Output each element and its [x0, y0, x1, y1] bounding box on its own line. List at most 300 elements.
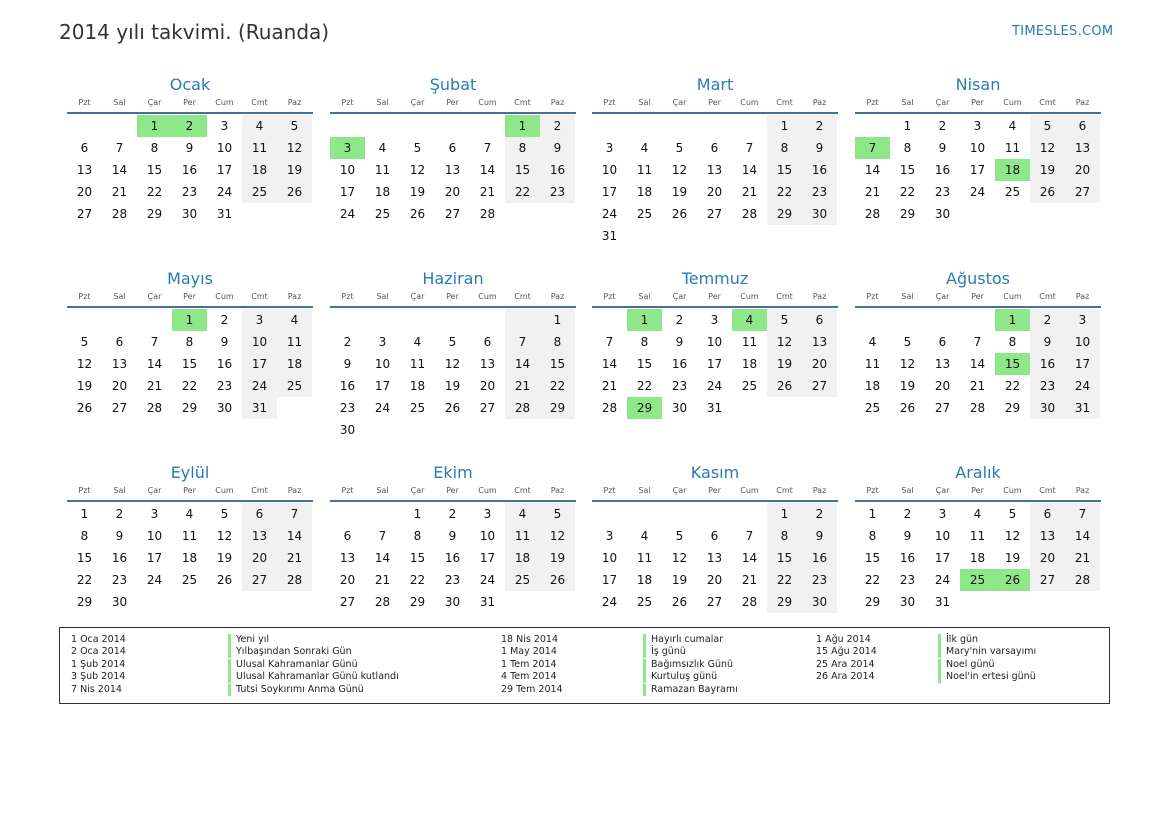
- day-cell[interactable]: 17: [146, 551, 163, 565]
- holiday-day-cell[interactable]: 3: [330, 137, 365, 159]
- day-cell[interactable]: 30: [216, 401, 233, 415]
- day-cell[interactable]: 24: [251, 379, 268, 393]
- day-cell[interactable]: 3: [710, 313, 719, 327]
- day-cell[interactable]: 14: [741, 163, 758, 177]
- day-cell[interactable]: 5: [903, 335, 912, 349]
- day-cell[interactable]: 16: [899, 551, 916, 565]
- day-cell[interactable]: 12: [286, 141, 303, 155]
- day-cell[interactable]: 15: [636, 357, 653, 371]
- day-cell[interactable]: 16: [811, 551, 828, 565]
- day-cell[interactable]: 15: [549, 357, 566, 371]
- day-cell[interactable]: 19: [216, 551, 233, 565]
- day-cell[interactable]: 19: [76, 379, 93, 393]
- day-cell[interactable]: 16: [934, 163, 951, 177]
- day-cell[interactable]: 18: [636, 185, 653, 199]
- day-cell[interactable]: 14: [286, 529, 303, 543]
- day-cell[interactable]: 24: [969, 185, 986, 199]
- day-cell[interactable]: 4: [973, 507, 982, 521]
- day-cell[interactable]: 12: [776, 335, 793, 349]
- day-cell[interactable]: 11: [251, 141, 268, 155]
- day-cell[interactable]: 10: [339, 163, 356, 177]
- holiday-day-cell[interactable]: 15: [995, 353, 1030, 375]
- day-cell[interactable]: 31: [601, 229, 618, 243]
- day-cell[interactable]: 9: [903, 529, 912, 543]
- day-cell[interactable]: 17: [251, 357, 268, 371]
- day-cell[interactable]: 11: [636, 551, 653, 565]
- day-cell[interactable]: 30: [899, 595, 916, 609]
- day-cell[interactable]: 11: [286, 335, 303, 349]
- day-cell[interactable]: 1: [780, 507, 789, 521]
- day-cell[interactable]: 9: [343, 357, 352, 371]
- day-cell[interactable]: 17: [339, 185, 356, 199]
- day-cell[interactable]: 9: [553, 141, 562, 155]
- day-cell[interactable]: 7: [1078, 507, 1087, 521]
- day-cell[interactable]: 22: [1004, 379, 1021, 393]
- day-cell[interactable]: 25: [1004, 185, 1021, 199]
- day-cell[interactable]: 10: [601, 551, 618, 565]
- day-cell[interactable]: 15: [899, 163, 916, 177]
- day-cell[interactable]: 4: [255, 119, 264, 133]
- day-cell[interactable]: 27: [706, 207, 723, 221]
- day-cell[interactable]: 8: [150, 141, 159, 155]
- day-cell[interactable]: 18: [741, 357, 758, 371]
- day-cell[interactable]: 20: [111, 379, 128, 393]
- day-cell[interactable]: 27: [934, 401, 951, 415]
- day-cell[interactable]: 4: [1008, 119, 1017, 133]
- day-cell[interactable]: 30: [1039, 401, 1056, 415]
- day-cell[interactable]: 11: [374, 163, 391, 177]
- day-cell[interactable]: 12: [409, 163, 426, 177]
- day-cell[interactable]: 6: [343, 529, 352, 543]
- day-cell[interactable]: 19: [899, 379, 916, 393]
- day-cell[interactable]: 10: [934, 529, 951, 543]
- day-cell[interactable]: 25: [409, 401, 426, 415]
- day-cell[interactable]: 3: [938, 507, 947, 521]
- day-cell[interactable]: 20: [76, 185, 93, 199]
- day-cell[interactable]: 16: [671, 357, 688, 371]
- holiday-day-cell[interactable]: 18: [995, 159, 1030, 181]
- day-cell[interactable]: 17: [479, 551, 496, 565]
- day-cell[interactable]: 27: [706, 595, 723, 609]
- day-cell[interactable]: 27: [479, 401, 496, 415]
- day-cell[interactable]: 6: [80, 141, 89, 155]
- holiday-day-cell[interactable]: 1: [627, 309, 662, 331]
- day-cell[interactable]: 27: [76, 207, 93, 221]
- day-cell[interactable]: 20: [444, 185, 461, 199]
- day-cell[interactable]: 10: [706, 335, 723, 349]
- day-cell[interactable]: 21: [741, 185, 758, 199]
- day-cell[interactable]: 12: [899, 357, 916, 371]
- day-cell[interactable]: 24: [706, 379, 723, 393]
- day-cell[interactable]: 1: [903, 119, 912, 133]
- day-cell[interactable]: 26: [1039, 185, 1056, 199]
- day-cell[interactable]: 26: [671, 207, 688, 221]
- day-cell[interactable]: 13: [339, 551, 356, 565]
- day-cell[interactable]: 18: [636, 573, 653, 587]
- day-cell[interactable]: 27: [339, 595, 356, 609]
- day-cell[interactable]: 8: [413, 529, 422, 543]
- day-cell[interactable]: 4: [518, 507, 527, 521]
- day-cell[interactable]: 13: [1074, 141, 1091, 155]
- day-cell[interactable]: 28: [374, 595, 391, 609]
- day-cell[interactable]: 10: [251, 335, 268, 349]
- day-cell[interactable]: 26: [409, 207, 426, 221]
- day-cell[interactable]: 3: [255, 313, 264, 327]
- day-cell[interactable]: 20: [251, 551, 268, 565]
- day-cell[interactable]: 2: [448, 507, 457, 521]
- day-cell[interactable]: 4: [185, 507, 194, 521]
- day-cell[interactable]: 18: [251, 163, 268, 177]
- day-cell[interactable]: 18: [374, 185, 391, 199]
- day-cell[interactable]: 24: [1074, 379, 1091, 393]
- day-cell[interactable]: 27: [811, 379, 828, 393]
- day-cell[interactable]: 2: [1043, 313, 1052, 327]
- day-cell[interactable]: 16: [811, 163, 828, 177]
- day-cell[interactable]: 31: [1074, 401, 1091, 415]
- day-cell[interactable]: 18: [864, 379, 881, 393]
- day-cell[interactable]: 7: [378, 529, 387, 543]
- day-cell[interactable]: 28: [479, 207, 496, 221]
- day-cell[interactable]: 28: [146, 401, 163, 415]
- day-cell[interactable]: 14: [146, 357, 163, 371]
- day-cell[interactable]: 2: [115, 507, 124, 521]
- day-cell[interactable]: 23: [811, 185, 828, 199]
- day-cell[interactable]: 31: [706, 401, 723, 415]
- day-cell[interactable]: 23: [671, 379, 688, 393]
- day-cell[interactable]: 18: [181, 551, 198, 565]
- day-cell[interactable]: 7: [605, 335, 614, 349]
- day-cell[interactable]: 16: [339, 379, 356, 393]
- day-cell[interactable]: 6: [710, 141, 719, 155]
- day-cell[interactable]: 11: [864, 357, 881, 371]
- day-cell[interactable]: 5: [220, 507, 229, 521]
- day-cell[interactable]: 13: [479, 357, 496, 371]
- day-cell[interactable]: 25: [864, 401, 881, 415]
- day-cell[interactable]: 7: [150, 335, 159, 349]
- day-cell[interactable]: 8: [553, 335, 562, 349]
- day-cell[interactable]: 17: [601, 185, 618, 199]
- day-cell[interactable]: 7: [518, 335, 527, 349]
- day-cell[interactable]: 21: [374, 573, 391, 587]
- day-cell[interactable]: 26: [76, 401, 93, 415]
- day-cell[interactable]: 24: [601, 595, 618, 609]
- day-cell[interactable]: 13: [1039, 529, 1056, 543]
- day-cell[interactable]: 17: [1074, 357, 1091, 371]
- day-cell[interactable]: 29: [776, 207, 793, 221]
- day-cell[interactable]: 24: [601, 207, 618, 221]
- day-cell[interactable]: 22: [864, 573, 881, 587]
- day-cell[interactable]: 9: [675, 335, 684, 349]
- day-cell[interactable]: 19: [444, 379, 461, 393]
- holiday-day-cell[interactable]: 1: [137, 115, 172, 137]
- day-cell[interactable]: 28: [741, 595, 758, 609]
- day-cell[interactable]: 26: [776, 379, 793, 393]
- day-cell[interactable]: 11: [636, 163, 653, 177]
- day-cell[interactable]: 14: [111, 163, 128, 177]
- day-cell[interactable]: 2: [903, 507, 912, 521]
- day-cell[interactable]: 20: [811, 357, 828, 371]
- day-cell[interactable]: 13: [444, 163, 461, 177]
- day-cell[interactable]: 30: [181, 207, 198, 221]
- day-cell[interactable]: 13: [76, 163, 93, 177]
- day-cell[interactable]: 30: [339, 423, 356, 437]
- day-cell[interactable]: 19: [671, 185, 688, 199]
- day-cell[interactable]: 25: [181, 573, 198, 587]
- day-cell[interactable]: 23: [1039, 379, 1056, 393]
- holiday-day-cell[interactable]: 4: [732, 309, 767, 331]
- day-cell[interactable]: 7: [290, 507, 299, 521]
- day-cell[interactable]: 14: [601, 357, 618, 371]
- day-cell[interactable]: 10: [479, 529, 496, 543]
- day-cell[interactable]: 4: [378, 141, 387, 155]
- day-cell[interactable]: 1: [868, 507, 877, 521]
- day-cell[interactable]: 16: [216, 357, 233, 371]
- day-cell[interactable]: 25: [514, 573, 531, 587]
- day-cell[interactable]: 2: [675, 313, 684, 327]
- day-cell[interactable]: 12: [444, 357, 461, 371]
- day-cell[interactable]: 10: [1074, 335, 1091, 349]
- day-cell[interactable]: 10: [146, 529, 163, 543]
- day-cell[interactable]: 3: [378, 335, 387, 349]
- day-cell[interactable]: 21: [514, 379, 531, 393]
- day-cell[interactable]: 23: [899, 573, 916, 587]
- day-cell[interactable]: 29: [549, 401, 566, 415]
- day-cell[interactable]: 9: [815, 529, 824, 543]
- day-cell[interactable]: 28: [111, 207, 128, 221]
- day-cell[interactable]: 12: [671, 551, 688, 565]
- day-cell[interactable]: 20: [339, 573, 356, 587]
- day-cell[interactable]: 22: [636, 379, 653, 393]
- day-cell[interactable]: 2: [553, 119, 562, 133]
- day-cell[interactable]: 20: [479, 379, 496, 393]
- day-cell[interactable]: 25: [741, 379, 758, 393]
- day-cell[interactable]: 13: [251, 529, 268, 543]
- day-cell[interactable]: 10: [969, 141, 986, 155]
- day-cell[interactable]: 15: [409, 551, 426, 565]
- holiday-day-cell[interactable]: 29: [627, 397, 662, 419]
- day-cell[interactable]: 18: [286, 357, 303, 371]
- day-cell[interactable]: 25: [374, 207, 391, 221]
- day-cell[interactable]: 5: [1043, 119, 1052, 133]
- day-cell[interactable]: 21: [1074, 551, 1091, 565]
- day-cell[interactable]: 17: [216, 163, 233, 177]
- day-cell[interactable]: 4: [640, 141, 649, 155]
- day-cell[interactable]: 29: [899, 207, 916, 221]
- day-cell[interactable]: 25: [286, 379, 303, 393]
- brand-link[interactable]: TIMESLES.COM: [1012, 24, 1114, 39]
- day-cell[interactable]: 2: [815, 507, 824, 521]
- day-cell[interactable]: 23: [111, 573, 128, 587]
- day-cell[interactable]: 27: [1074, 185, 1091, 199]
- day-cell[interactable]: 24: [479, 573, 496, 587]
- day-cell[interactable]: 3: [973, 119, 982, 133]
- day-cell[interactable]: 8: [640, 335, 649, 349]
- day-cell[interactable]: 14: [514, 357, 531, 371]
- day-cell[interactable]: 8: [185, 335, 194, 349]
- holiday-day-cell[interactable]: 1: [172, 309, 207, 331]
- day-cell[interactable]: 4: [640, 529, 649, 543]
- day-cell[interactable]: 29: [181, 401, 198, 415]
- day-cell[interactable]: 30: [444, 595, 461, 609]
- day-cell[interactable]: 22: [514, 185, 531, 199]
- day-cell[interactable]: 21: [111, 185, 128, 199]
- day-cell[interactable]: 19: [1004, 551, 1021, 565]
- day-cell[interactable]: 20: [706, 573, 723, 587]
- day-cell[interactable]: 8: [903, 141, 912, 155]
- day-cell[interactable]: 28: [601, 401, 618, 415]
- day-cell[interactable]: 23: [934, 185, 951, 199]
- day-cell[interactable]: 20: [1074, 163, 1091, 177]
- day-cell[interactable]: 3: [150, 507, 159, 521]
- day-cell[interactable]: 1: [80, 507, 89, 521]
- day-cell[interactable]: 14: [374, 551, 391, 565]
- day-cell[interactable]: 12: [216, 529, 233, 543]
- day-cell[interactable]: 6: [115, 335, 124, 349]
- day-cell[interactable]: 16: [181, 163, 198, 177]
- day-cell[interactable]: 14: [479, 163, 496, 177]
- day-cell[interactable]: 17: [601, 573, 618, 587]
- day-cell[interactable]: 16: [1039, 357, 1056, 371]
- day-cell[interactable]: 27: [1039, 573, 1056, 587]
- day-cell[interactable]: 24: [216, 185, 233, 199]
- day-cell[interactable]: 3: [483, 507, 492, 521]
- day-cell[interactable]: 24: [146, 573, 163, 587]
- day-cell[interactable]: 17: [374, 379, 391, 393]
- day-cell[interactable]: 19: [776, 357, 793, 371]
- day-cell[interactable]: 4: [413, 335, 422, 349]
- day-cell[interactable]: 22: [181, 379, 198, 393]
- day-cell[interactable]: 22: [409, 573, 426, 587]
- day-cell[interactable]: 21: [864, 185, 881, 199]
- day-cell[interactable]: 12: [549, 529, 566, 543]
- day-cell[interactable]: 6: [815, 313, 824, 327]
- day-cell[interactable]: 6: [710, 529, 719, 543]
- day-cell[interactable]: 5: [413, 141, 422, 155]
- day-cell[interactable]: 26: [286, 185, 303, 199]
- day-cell[interactable]: 7: [745, 529, 754, 543]
- day-cell[interactable]: 20: [934, 379, 951, 393]
- day-cell[interactable]: 13: [111, 357, 128, 371]
- day-cell[interactable]: 31: [216, 207, 233, 221]
- day-cell[interactable]: 9: [115, 529, 124, 543]
- day-cell[interactable]: 15: [864, 551, 881, 565]
- day-cell[interactable]: 3: [605, 529, 614, 543]
- day-cell[interactable]: 13: [706, 551, 723, 565]
- day-cell[interactable]: 30: [111, 595, 128, 609]
- day-cell[interactable]: 23: [549, 185, 566, 199]
- day-cell[interactable]: 16: [111, 551, 128, 565]
- day-cell[interactable]: 3: [605, 141, 614, 155]
- day-cell[interactable]: 4: [290, 313, 299, 327]
- day-cell[interactable]: 22: [76, 573, 93, 587]
- day-cell[interactable]: 15: [181, 357, 198, 371]
- holiday-day-cell[interactable]: 1: [505, 115, 540, 137]
- day-cell[interactable]: 8: [1008, 335, 1017, 349]
- day-cell[interactable]: 6: [1078, 119, 1087, 133]
- day-cell[interactable]: 7: [745, 141, 754, 155]
- holiday-day-cell[interactable]: 7: [855, 137, 890, 159]
- day-cell[interactable]: 5: [80, 335, 89, 349]
- day-cell[interactable]: 11: [969, 529, 986, 543]
- day-cell[interactable]: 17: [969, 163, 986, 177]
- day-cell[interactable]: 1: [413, 507, 422, 521]
- day-cell[interactable]: 24: [934, 573, 951, 587]
- day-cell[interactable]: 27: [444, 207, 461, 221]
- day-cell[interactable]: 30: [671, 401, 688, 415]
- day-cell[interactable]: 25: [251, 185, 268, 199]
- day-cell[interactable]: 30: [811, 207, 828, 221]
- day-cell[interactable]: 31: [479, 595, 496, 609]
- day-cell[interactable]: 19: [1039, 163, 1056, 177]
- day-cell[interactable]: 24: [339, 207, 356, 221]
- day-cell[interactable]: 21: [286, 551, 303, 565]
- day-cell[interactable]: 15: [76, 551, 93, 565]
- day-cell[interactable]: 7: [973, 335, 982, 349]
- day-cell[interactable]: 29: [146, 207, 163, 221]
- day-cell[interactable]: 15: [776, 163, 793, 177]
- day-cell[interactable]: 9: [185, 141, 194, 155]
- day-cell[interactable]: 1: [553, 313, 562, 327]
- day-cell[interactable]: 19: [671, 573, 688, 587]
- day-cell[interactable]: 22: [549, 379, 566, 393]
- day-cell[interactable]: 14: [969, 357, 986, 371]
- day-cell[interactable]: 21: [479, 185, 496, 199]
- day-cell[interactable]: 24: [374, 401, 391, 415]
- day-cell[interactable]: 8: [80, 529, 89, 543]
- day-cell[interactable]: 19: [409, 185, 426, 199]
- day-cell[interactable]: 13: [706, 163, 723, 177]
- day-cell[interactable]: 28: [1074, 573, 1091, 587]
- day-cell[interactable]: 6: [448, 141, 457, 155]
- day-cell[interactable]: 5: [675, 141, 684, 155]
- day-cell[interactable]: 26: [671, 595, 688, 609]
- holiday-day-cell[interactable]: 1: [995, 309, 1030, 331]
- day-cell[interactable]: 2: [815, 119, 824, 133]
- day-cell[interactable]: 6: [1043, 507, 1052, 521]
- day-cell[interactable]: 15: [776, 551, 793, 565]
- day-cell[interactable]: 6: [938, 335, 947, 349]
- day-cell[interactable]: 6: [483, 335, 492, 349]
- day-cell[interactable]: 16: [549, 163, 566, 177]
- day-cell[interactable]: 12: [76, 357, 93, 371]
- day-cell[interactable]: 28: [286, 573, 303, 587]
- day-cell[interactable]: 8: [518, 141, 527, 155]
- day-cell[interactable]: 8: [868, 529, 877, 543]
- day-cell[interactable]: 29: [864, 595, 881, 609]
- day-cell[interactable]: 26: [899, 401, 916, 415]
- day-cell[interactable]: 15: [514, 163, 531, 177]
- day-cell[interactable]: 11: [514, 529, 531, 543]
- day-cell[interactable]: 19: [549, 551, 566, 565]
- holiday-day-cell[interactable]: 25: [960, 569, 995, 591]
- day-cell[interactable]: 6: [255, 507, 264, 521]
- day-cell[interactable]: 7: [483, 141, 492, 155]
- day-cell[interactable]: 10: [374, 357, 391, 371]
- day-cell[interactable]: 9: [448, 529, 457, 543]
- day-cell[interactable]: 1: [780, 119, 789, 133]
- day-cell[interactable]: 25: [636, 207, 653, 221]
- day-cell[interactable]: 14: [864, 163, 881, 177]
- day-cell[interactable]: 3: [1078, 313, 1087, 327]
- day-cell[interactable]: 22: [899, 185, 916, 199]
- day-cell[interactable]: 13: [811, 335, 828, 349]
- day-cell[interactable]: 29: [1004, 401, 1021, 415]
- day-cell[interactable]: 27: [251, 573, 268, 587]
- day-cell[interactable]: 27: [111, 401, 128, 415]
- day-cell[interactable]: 18: [969, 551, 986, 565]
- day-cell[interactable]: 20: [706, 185, 723, 199]
- day-cell[interactable]: 9: [1043, 335, 1052, 349]
